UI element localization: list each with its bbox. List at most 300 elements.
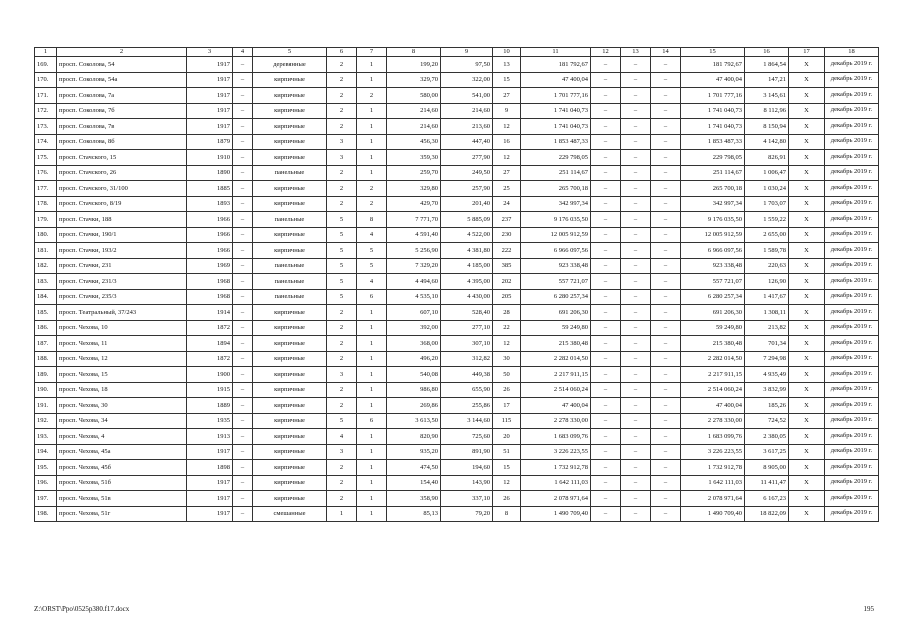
- entrances-cell: 1: [357, 57, 387, 73]
- year-cell: 1890: [187, 165, 233, 181]
- column-12-cell: –: [591, 181, 621, 197]
- floors-cell: 2: [327, 398, 357, 414]
- cost-cell: 1 732 912,78: [521, 460, 591, 476]
- column-14-cell: –: [651, 460, 681, 476]
- living-area-cell: 214,60: [441, 103, 493, 119]
- column-14-cell: –: [651, 336, 681, 352]
- table-row: [35, 336, 879, 352]
- total-cost-cell: 215 380,48: [681, 336, 745, 352]
- unit-cost-cell: 3 832,99: [745, 382, 789, 398]
- cost-cell: 9 176 035,50: [521, 212, 591, 228]
- column-17-cell: X: [789, 506, 825, 522]
- column-12-cell: –: [591, 196, 621, 212]
- cost-cell: 47 400,04: [521, 72, 591, 88]
- residents-cell: 24: [493, 196, 521, 212]
- row-number-cell: 186.: [35, 320, 57, 336]
- deadline-cell: декабрь 2019 г.: [825, 305, 879, 321]
- address-cell: просп. Чехова, 51б: [57, 475, 187, 491]
- deadline-cell: декабрь 2019 г.: [825, 336, 879, 352]
- total-cost-cell: 1 732 912,78: [681, 460, 745, 476]
- unit-cost-cell: 18 822,09: [745, 506, 789, 522]
- unit-cost-cell: 3 617,25: [745, 444, 789, 460]
- column-12-cell: –: [591, 305, 621, 321]
- year-cell: 1910: [187, 150, 233, 166]
- living-area-cell: 4 381,80: [441, 243, 493, 259]
- year-cell: 1917: [187, 444, 233, 460]
- column-14-cell: –: [651, 398, 681, 414]
- column-number-cell: 18: [825, 48, 879, 57]
- floors-cell: 5: [327, 289, 357, 305]
- column-17-cell: X: [789, 382, 825, 398]
- wall-material-cell: кирпичные: [253, 475, 327, 491]
- unit-cost-cell: 1 006,47: [745, 165, 789, 181]
- entrances-cell: 1: [357, 119, 387, 135]
- column-4-cell: –: [233, 57, 253, 73]
- table-row: [35, 506, 879, 522]
- cost-cell: 2 278 330,00: [521, 413, 591, 429]
- deadline-cell: декабрь 2019 г.: [825, 134, 879, 150]
- total-area-cell: 456,30: [387, 134, 441, 150]
- column-12-cell: –: [591, 506, 621, 522]
- cost-cell: 12 005 912,59: [521, 227, 591, 243]
- total-area-cell: 269,86: [387, 398, 441, 414]
- unit-cost-cell: 1 703,07: [745, 196, 789, 212]
- row-number-cell: 171.: [35, 88, 57, 104]
- column-12-cell: –: [591, 320, 621, 336]
- deadline-cell: декабрь 2019 г.: [825, 289, 879, 305]
- total-cost-cell: 1 683 099,76: [681, 429, 745, 445]
- cost-cell: 1 741 040,73: [521, 119, 591, 135]
- address-cell: просп. Чехова, 34: [57, 413, 187, 429]
- total-area-cell: 4 535,10: [387, 289, 441, 305]
- column-4-cell: –: [233, 181, 253, 197]
- column-12-cell: –: [591, 165, 621, 181]
- column-13-cell: –: [621, 165, 651, 181]
- year-cell: 1917: [187, 88, 233, 104]
- deadline-cell: декабрь 2019 г.: [825, 150, 879, 166]
- total-cost-cell: 2 282 014,50: [681, 351, 745, 367]
- living-area-cell: 447,40: [441, 134, 493, 150]
- floors-cell: 3: [327, 367, 357, 383]
- cost-cell: 2 078 971,64: [521, 491, 591, 507]
- column-12-cell: –: [591, 119, 621, 135]
- column-17-cell: X: [789, 212, 825, 228]
- column-14-cell: –: [651, 413, 681, 429]
- column-12-cell: –: [591, 367, 621, 383]
- total-cost-cell: 2 217 911,15: [681, 367, 745, 383]
- address-cell: просп. Чехова, 18: [57, 382, 187, 398]
- column-13-cell: –: [621, 274, 651, 290]
- living-area-cell: 312,82: [441, 351, 493, 367]
- column-13-cell: –: [621, 475, 651, 491]
- cost-cell: 59 249,80: [521, 320, 591, 336]
- address-cell: просп. Стачки, 235/3: [57, 289, 187, 305]
- wall-material-cell: кирпичные: [253, 382, 327, 398]
- deadline-cell: декабрь 2019 г.: [825, 243, 879, 259]
- deadline-cell: декабрь 2019 г.: [825, 72, 879, 88]
- wall-material-cell: кирпичные: [253, 181, 327, 197]
- column-4-cell: –: [233, 227, 253, 243]
- total-cost-cell: 1 701 777,16: [681, 88, 745, 104]
- deadline-cell: декабрь 2019 г.: [825, 103, 879, 119]
- column-4-cell: –: [233, 196, 253, 212]
- column-4-cell: –: [233, 119, 253, 135]
- cost-cell: 557 721,07: [521, 274, 591, 290]
- floors-cell: 2: [327, 336, 357, 352]
- living-area-cell: 4 430,00: [441, 289, 493, 305]
- cost-cell: 215 380,48: [521, 336, 591, 352]
- column-13-cell: –: [621, 413, 651, 429]
- total-area-cell: 5 256,90: [387, 243, 441, 259]
- column-13-cell: –: [621, 429, 651, 445]
- cost-cell: 1 701 777,16: [521, 88, 591, 104]
- column-12-cell: –: [591, 351, 621, 367]
- address-cell: просп. Стачки, 231: [57, 258, 187, 274]
- row-number-cell: 178.: [35, 196, 57, 212]
- total-area-cell: 474,50: [387, 460, 441, 476]
- deadline-cell: декабрь 2019 г.: [825, 351, 879, 367]
- year-cell: 1917: [187, 119, 233, 135]
- unit-cost-cell: 1 030,24: [745, 181, 789, 197]
- column-14-cell: –: [651, 491, 681, 507]
- residents-cell: 13: [493, 57, 521, 73]
- total-area-cell: 607,10: [387, 305, 441, 321]
- footer-file-path: Z:\ORST\Ppo\0525p380.f17.docx: [34, 605, 130, 613]
- living-area-cell: 277,10: [441, 320, 493, 336]
- floors-cell: 2: [327, 181, 357, 197]
- floors-cell: 5: [327, 258, 357, 274]
- deadline-cell: декабрь 2019 г.: [825, 429, 879, 445]
- row-number-cell: 176.: [35, 165, 57, 181]
- total-cost-cell: 1 741 040,73: [681, 119, 745, 135]
- living-area-cell: 541,00: [441, 88, 493, 104]
- column-number-cell: 3: [187, 48, 233, 57]
- residents-cell: 237: [493, 212, 521, 228]
- total-cost-cell: 47 400,04: [681, 72, 745, 88]
- cost-cell: 2 217 911,15: [521, 367, 591, 383]
- column-4-cell: –: [233, 429, 253, 445]
- address-cell: просп. Чехова, 12: [57, 351, 187, 367]
- living-area-cell: 249,50: [441, 165, 493, 181]
- entrances-cell: 1: [357, 506, 387, 522]
- unit-cost-cell: 6 167,23: [745, 491, 789, 507]
- residents-cell: 50: [493, 367, 521, 383]
- floors-cell: 5: [327, 413, 357, 429]
- address-cell: просп. Стачского, 26: [57, 165, 187, 181]
- year-cell: 1914: [187, 305, 233, 321]
- unit-cost-cell: 2 380,05: [745, 429, 789, 445]
- column-14-cell: –: [651, 119, 681, 135]
- living-area-cell: 213,60: [441, 119, 493, 135]
- entrances-cell: 5: [357, 243, 387, 259]
- column-17-cell: X: [789, 398, 825, 414]
- year-cell: 1872: [187, 320, 233, 336]
- unit-cost-cell: 724,52: [745, 413, 789, 429]
- living-area-cell: 257,90: [441, 181, 493, 197]
- floors-cell: 2: [327, 119, 357, 135]
- total-cost-cell: 251 114,67: [681, 165, 745, 181]
- wall-material-cell: кирпичные: [253, 336, 327, 352]
- column-14-cell: –: [651, 243, 681, 259]
- column-4-cell: –: [233, 243, 253, 259]
- floors-cell: 2: [327, 165, 357, 181]
- column-17-cell: X: [789, 243, 825, 259]
- living-area-cell: 449,38: [441, 367, 493, 383]
- total-cost-cell: 9 176 035,50: [681, 212, 745, 228]
- wall-material-cell: кирпичные: [253, 103, 327, 119]
- column-17-cell: X: [789, 491, 825, 507]
- total-area-cell: 986,80: [387, 382, 441, 398]
- total-area-cell: 935,20: [387, 444, 441, 460]
- deadline-cell: декабрь 2019 г.: [825, 227, 879, 243]
- table-row: [35, 413, 879, 429]
- address-cell: просп. Чехова, 51в: [57, 491, 187, 507]
- year-cell: 1894: [187, 336, 233, 352]
- year-cell: 1889: [187, 398, 233, 414]
- table-row: [35, 181, 879, 197]
- total-cost-cell: 3 226 223,55: [681, 444, 745, 460]
- entrances-cell: 1: [357, 491, 387, 507]
- column-4-cell: –: [233, 506, 253, 522]
- column-12-cell: –: [591, 491, 621, 507]
- living-area-cell: 322,00: [441, 72, 493, 88]
- unit-cost-cell: 1 864,54: [745, 57, 789, 73]
- table-row: [35, 258, 879, 274]
- table-row: [35, 429, 879, 445]
- total-cost-cell: 1 642 111,03: [681, 475, 745, 491]
- year-cell: 1966: [187, 227, 233, 243]
- cost-cell: 181 792,67: [521, 57, 591, 73]
- entrances-cell: 1: [357, 150, 387, 166]
- living-area-cell: 891,90: [441, 444, 493, 460]
- wall-material-cell: кирпичные: [253, 460, 327, 476]
- address-cell: просп. Соколова, 7в: [57, 119, 187, 135]
- unit-cost-cell: 1 417,67: [745, 289, 789, 305]
- year-cell: 1917: [187, 103, 233, 119]
- column-17-cell: X: [789, 150, 825, 166]
- deadline-cell: декабрь 2019 г.: [825, 491, 879, 507]
- column-12-cell: –: [591, 413, 621, 429]
- deadline-cell: декабрь 2019 г.: [825, 258, 879, 274]
- row-number-cell: 198.: [35, 506, 57, 522]
- row-number-cell: 170.: [35, 72, 57, 88]
- total-area-cell: 259,70: [387, 165, 441, 181]
- column-17-cell: X: [789, 320, 825, 336]
- total-cost-cell: 59 249,80: [681, 320, 745, 336]
- row-number-cell: 196.: [35, 475, 57, 491]
- entrances-cell: 1: [357, 351, 387, 367]
- wall-material-cell: панельные: [253, 258, 327, 274]
- address-cell: просп. Соколова, 8б: [57, 134, 187, 150]
- deadline-cell: декабрь 2019 г.: [825, 475, 879, 491]
- row-number-cell: 183.: [35, 274, 57, 290]
- residents-cell: 20: [493, 429, 521, 445]
- unit-cost-cell: 1 589,78: [745, 243, 789, 259]
- column-17-cell: X: [789, 119, 825, 135]
- table-row: [35, 320, 879, 336]
- column-17-cell: X: [789, 88, 825, 104]
- column-12-cell: –: [591, 289, 621, 305]
- column-4-cell: –: [233, 351, 253, 367]
- column-14-cell: –: [651, 227, 681, 243]
- year-cell: 1917: [187, 57, 233, 73]
- floors-cell: 2: [327, 57, 357, 73]
- year-cell: 1879: [187, 134, 233, 150]
- column-13-cell: –: [621, 243, 651, 259]
- entrances-cell: 1: [357, 367, 387, 383]
- address-cell: просп. Чехова, 10: [57, 320, 187, 336]
- cost-cell: 691 206,30: [521, 305, 591, 321]
- column-4-cell: –: [233, 382, 253, 398]
- residents-cell: 27: [493, 165, 521, 181]
- table-row: [35, 491, 879, 507]
- address-cell: просп. Соколова, 54: [57, 57, 187, 73]
- living-area-cell: 725,60: [441, 429, 493, 445]
- cost-cell: 251 114,67: [521, 165, 591, 181]
- column-17-cell: X: [789, 227, 825, 243]
- column-number-cell: 5: [253, 48, 327, 57]
- row-number-cell: 169.: [35, 57, 57, 73]
- cost-cell: 923 338,48: [521, 258, 591, 274]
- row-number-cell: 190.: [35, 382, 57, 398]
- wall-material-cell: кирпичные: [253, 134, 327, 150]
- living-area-cell: 655,90: [441, 382, 493, 398]
- entrances-cell: 2: [357, 88, 387, 104]
- page-number: 195: [863, 605, 874, 613]
- living-area-cell: 307,10: [441, 336, 493, 352]
- row-number-cell: 179.: [35, 212, 57, 228]
- residents-cell: 17: [493, 398, 521, 414]
- deadline-cell: декабрь 2019 г.: [825, 181, 879, 197]
- column-4-cell: –: [233, 320, 253, 336]
- column-17-cell: X: [789, 460, 825, 476]
- total-cost-cell: 265 700,18: [681, 181, 745, 197]
- wall-material-cell: кирпичные: [253, 243, 327, 259]
- column-number-cell: 15: [681, 48, 745, 57]
- column-4-cell: –: [233, 88, 253, 104]
- column-4-cell: –: [233, 258, 253, 274]
- residents-cell: 385: [493, 258, 521, 274]
- total-area-cell: 392,00: [387, 320, 441, 336]
- deadline-cell: декабрь 2019 г.: [825, 460, 879, 476]
- table-row: [35, 150, 879, 166]
- year-cell: 1885: [187, 181, 233, 197]
- residents-cell: 25: [493, 181, 521, 197]
- table-row: [35, 72, 879, 88]
- total-cost-cell: 6 966 097,56: [681, 243, 745, 259]
- cost-cell: 47 400,04: [521, 398, 591, 414]
- column-14-cell: –: [651, 134, 681, 150]
- column-17-cell: X: [789, 181, 825, 197]
- column-4-cell: –: [233, 305, 253, 321]
- total-cost-cell: 2 278 330,00: [681, 413, 745, 429]
- table-row: [35, 165, 879, 181]
- column-4-cell: –: [233, 274, 253, 290]
- entrances-cell: 1: [357, 134, 387, 150]
- living-area-cell: 3 144,60: [441, 413, 493, 429]
- floors-cell: 1: [327, 506, 357, 522]
- wall-material-cell: кирпичные: [253, 413, 327, 429]
- year-cell: 1917: [187, 506, 233, 522]
- column-13-cell: –: [621, 258, 651, 274]
- column-13-cell: –: [621, 57, 651, 73]
- column-number-cell: 6: [327, 48, 357, 57]
- entrances-cell: 1: [357, 165, 387, 181]
- column-4-cell: –: [233, 367, 253, 383]
- address-cell: просп. Стачского, 31/100: [57, 181, 187, 197]
- total-cost-cell: 1 741 040,73: [681, 103, 745, 119]
- entrances-cell: 1: [357, 103, 387, 119]
- column-13-cell: –: [621, 336, 651, 352]
- residents-cell: 15: [493, 72, 521, 88]
- column-14-cell: –: [651, 57, 681, 73]
- entrances-cell: 1: [357, 382, 387, 398]
- column-13-cell: –: [621, 367, 651, 383]
- row-number-cell: 177.: [35, 181, 57, 197]
- column-12-cell: –: [591, 72, 621, 88]
- column-14-cell: –: [651, 88, 681, 104]
- unit-cost-cell: 1 559,22: [745, 212, 789, 228]
- total-area-cell: 154,40: [387, 475, 441, 491]
- column-12-cell: –: [591, 475, 621, 491]
- entrances-cell: 1: [357, 460, 387, 476]
- year-cell: 1898: [187, 460, 233, 476]
- total-area-cell: 7 771,70: [387, 212, 441, 228]
- year-cell: 1968: [187, 289, 233, 305]
- floors-cell: 3: [327, 150, 357, 166]
- total-area-cell: 359,30: [387, 150, 441, 166]
- deadline-cell: декабрь 2019 г.: [825, 506, 879, 522]
- year-cell: 1872: [187, 351, 233, 367]
- column-17-cell: X: [789, 413, 825, 429]
- floors-cell: 5: [327, 227, 357, 243]
- column-17-cell: X: [789, 72, 825, 88]
- column-17-cell: X: [789, 305, 825, 321]
- address-cell: просп. Чехова, 11: [57, 336, 187, 352]
- column-13-cell: –: [621, 491, 651, 507]
- row-number-cell: 172.: [35, 103, 57, 119]
- unit-cost-cell: 1 308,11: [745, 305, 789, 321]
- column-13-cell: –: [621, 196, 651, 212]
- entrances-cell: 8: [357, 212, 387, 228]
- wall-material-cell: панельные: [253, 212, 327, 228]
- column-12-cell: –: [591, 398, 621, 414]
- cost-cell: 3 226 223,55: [521, 444, 591, 460]
- deadline-cell: декабрь 2019 г.: [825, 320, 879, 336]
- column-17-cell: X: [789, 429, 825, 445]
- residents-cell: 26: [493, 491, 521, 507]
- column-14-cell: –: [651, 165, 681, 181]
- cost-cell: 6 966 097,56: [521, 243, 591, 259]
- unit-cost-cell: 4 142,80: [745, 134, 789, 150]
- year-cell: 1917: [187, 475, 233, 491]
- entrances-cell: 5: [357, 258, 387, 274]
- residents-cell: 12: [493, 150, 521, 166]
- residents-cell: 222: [493, 243, 521, 259]
- total-area-cell: 429,70: [387, 196, 441, 212]
- total-area-cell: 199,20: [387, 57, 441, 73]
- column-17-cell: X: [789, 103, 825, 119]
- total-cost-cell: 2 078 971,64: [681, 491, 745, 507]
- total-cost-cell: 181 792,67: [681, 57, 745, 73]
- column-17-cell: X: [789, 336, 825, 352]
- table-row: [35, 212, 879, 228]
- deadline-cell: декабрь 2019 г.: [825, 196, 879, 212]
- column-number-cell: 7: [357, 48, 387, 57]
- unit-cost-cell: 826,91: [745, 150, 789, 166]
- total-cost-cell: 1 490 709,40: [681, 506, 745, 522]
- cost-cell: 1 642 111,03: [521, 475, 591, 491]
